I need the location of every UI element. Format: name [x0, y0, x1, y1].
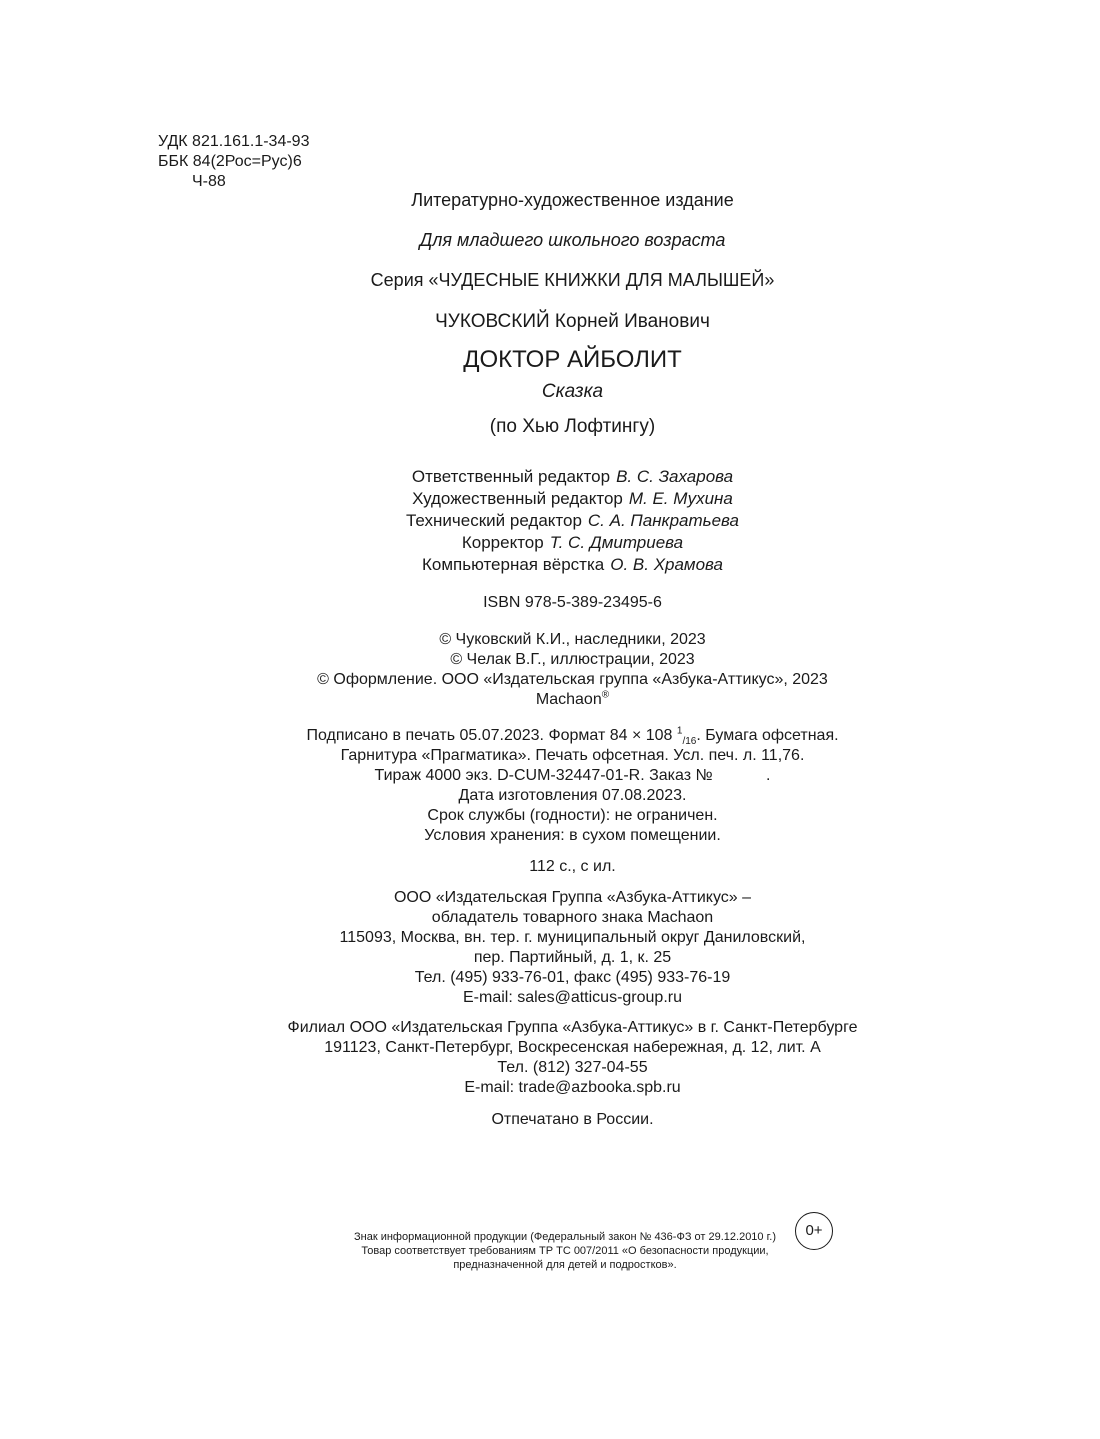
- legal-line: Знак информационной продукции (Федеральный закон № 436-ФЗ от 29.12.2010 г.): [353, 1231, 776, 1243]
- age-rating-badge: 0+: [795, 1212, 833, 1250]
- legal-notice: [300, 1230, 830, 1272]
- format-numerator: 1: [676, 725, 683, 737]
- credit-line: [200, 532, 945, 554]
- publisher-line: обладатель товарного знака Machaon: [431, 909, 714, 926]
- legal-line: Товар соответствует требованиям ТР ТС 007/2011 «О безопасности продукции,: [361, 1245, 769, 1257]
- credit-name: В. С. Захарова: [616, 467, 734, 486]
- bbk-code: ББК 84(2Рос=Рус)6: [158, 153, 302, 170]
- author-mark: Ч-88: [192, 173, 226, 190]
- credit-role: Технический редактор: [406, 511, 582, 530]
- branch-block: [200, 1018, 945, 1098]
- copyright-author: © Чуковский К.И., наследники, 2023: [439, 631, 706, 648]
- edition-type: Литературно-художественное издание: [411, 190, 734, 210]
- publisher-line: Тел. (495) 933-76-01, факс (495) 933-76-19: [414, 969, 731, 986]
- print-signed: Подписано в печать 05.07.2023. Формат 84 × 108: [306, 727, 677, 744]
- typeface-line: Гарнитура «Прагматика». Печать офсетная. Усл. печ. л. 11,76.: [340, 747, 805, 764]
- series-title: Серия «ЧУДЕСНЫЕ КНИЖКИ ДЛЯ МАЛЫШЕЙ»: [370, 270, 775, 290]
- credits-block: [200, 466, 945, 576]
- credit-name: М. Е. Мухина: [628, 489, 733, 508]
- credit-name: Т. С. Дмитриева: [549, 533, 684, 552]
- print-format-line: [200, 726, 945, 746]
- udk-code: УДК 821.161.1-34-93: [158, 133, 310, 150]
- copyright-illustrator: © Челак В.Г., иллюстрации, 2023: [450, 651, 695, 668]
- credit-line: [200, 510, 945, 532]
- publisher-email: E-mail: sales@atticus-group.ru: [463, 989, 682, 1006]
- credit-line: [200, 554, 945, 576]
- credit-name: О. В. Храмова: [610, 555, 724, 574]
- credit-name: С. А. Панкратьева: [587, 511, 739, 530]
- publisher-line: пер. Партийный, д. 1, к. 25: [473, 949, 672, 966]
- author-name: ЧУКОВСКИЙ Корней Иванович: [435, 311, 710, 332]
- format-denominator: /16: [682, 736, 697, 748]
- genre: Сказка: [541, 381, 604, 402]
- based-on: (по Хью Лофтингу): [489, 416, 656, 437]
- publisher-block: [200, 888, 945, 1008]
- print-run-line: Тираж 4000 экз. D-CUM-32447-01-R. Заказ № .: [374, 767, 771, 784]
- branch-line: 191123, Санкт-Петербург, Воскресенская набережная, д. 12, лит. А: [324, 1039, 821, 1056]
- printed-in: Отпечатано в России.: [491, 1111, 654, 1128]
- paper-type: . Бумага офсетная.: [696, 727, 839, 744]
- manufacture-date: Дата изготовления 07.08.2023.: [458, 787, 687, 804]
- copyright-block: [200, 630, 945, 710]
- page-count: 112 с., с ил.: [529, 858, 616, 875]
- brand-line: [200, 690, 945, 710]
- classification-codes: [158, 132, 309, 192]
- legal-line: предназначенной для детей и подростков».: [453, 1259, 677, 1271]
- publisher-line: 115093, Москва, вн. тер. г. муниципальный округ Даниловский,: [339, 929, 806, 946]
- credit-role: Художественный редактор: [412, 489, 623, 508]
- copyright-design: © Оформление. ООО «Издательская группа «Азбука-Аттикус», 2023: [317, 671, 828, 688]
- print-details: [200, 726, 945, 846]
- branch-line: Тел. (812) 327-04-55: [497, 1059, 648, 1076]
- credit-line: [200, 466, 945, 488]
- book-title: ДОКТОР АЙБОЛИТ: [463, 346, 682, 373]
- age-group: Для младшего школьного возраста: [419, 230, 726, 250]
- isbn: ISBN 978-5-389-23495-6: [483, 594, 662, 611]
- storage-conditions: Условия хранения: в сухом помещении.: [424, 827, 721, 844]
- branch-line: Филиал ООО «Издательская Группа «Азбука-Аттикус» в г. Санкт-Петербурге: [287, 1019, 858, 1036]
- registered-mark: ®: [601, 689, 610, 701]
- publisher-line: ООО «Издательская Группа «Азбука-Аттикус» –: [393, 889, 752, 906]
- credit-role: Компьютерная вёрстка: [421, 555, 605, 574]
- credit-role: Корректор: [461, 533, 544, 552]
- credit-line: [200, 488, 945, 510]
- credit-role: Ответственный редактор: [411, 467, 611, 486]
- shelf-life: Срок службы (годности): не ограничен.: [427, 807, 718, 824]
- brand-name: Machaon: [535, 691, 602, 708]
- branch-email: E-mail: trade@azbooka.spb.ru: [464, 1079, 681, 1096]
